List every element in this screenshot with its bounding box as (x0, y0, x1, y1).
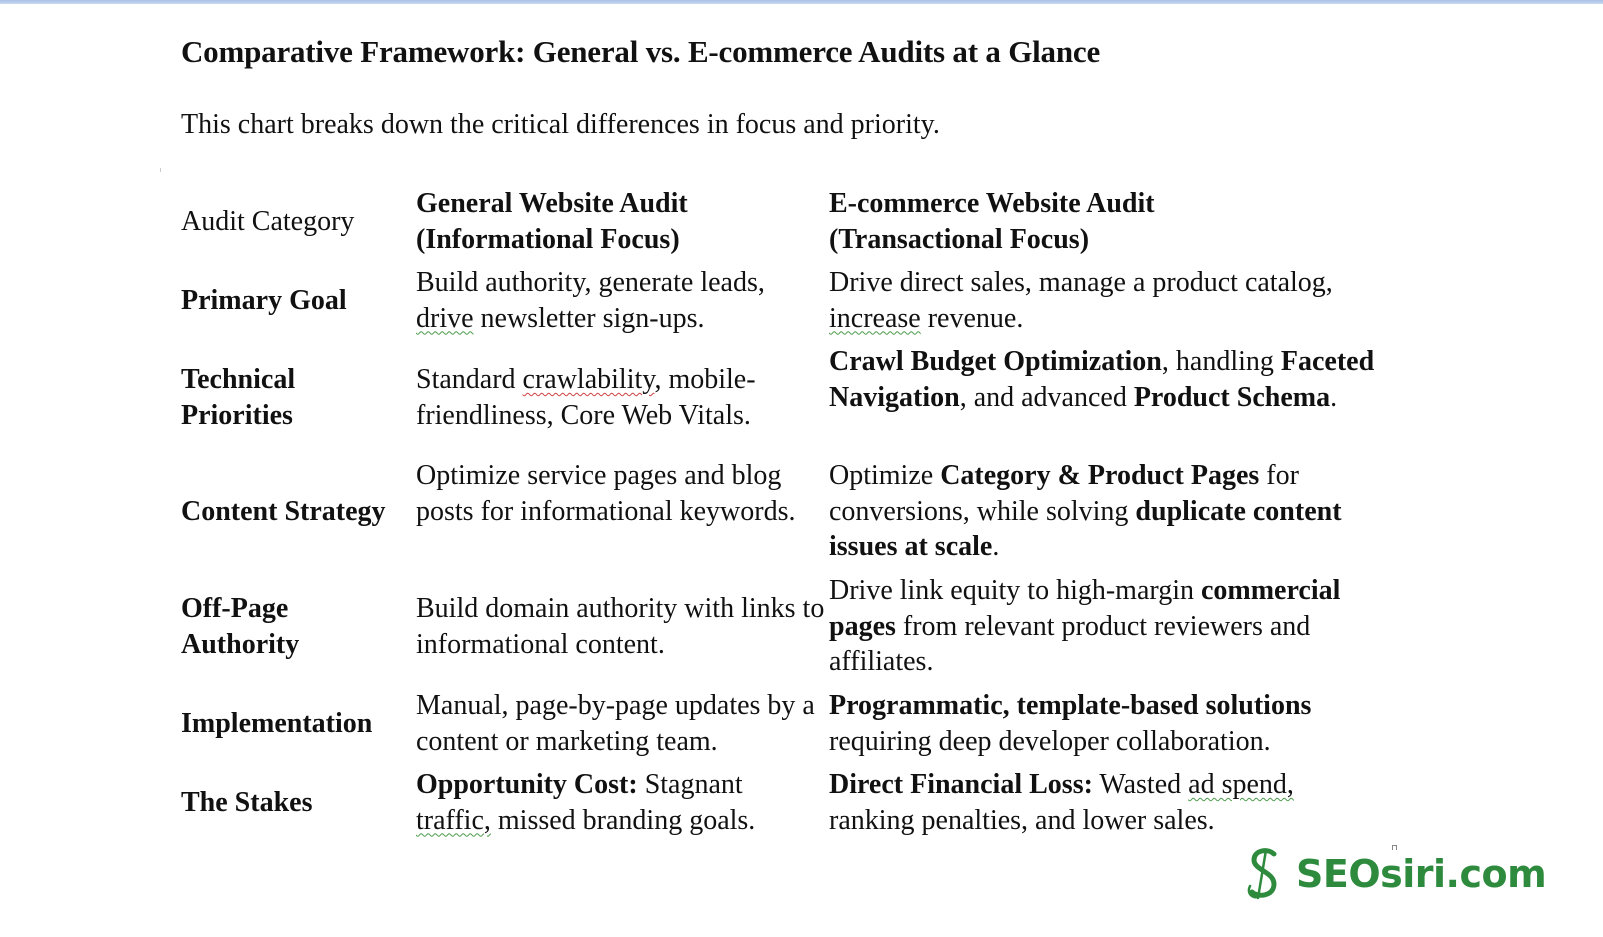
cell-general-implementation: Manual, page-by-page updates by a content or marketing team. (416, 690, 815, 757)
row-label-the-stakes: The Stakes (181, 787, 313, 818)
seosiri-logo-text: SEOsiri.com (1296, 852, 1547, 896)
label-line: Off-Page (181, 593, 289, 624)
cell-general-technical-priorities (416, 362, 828, 433)
seosiri-s-icon (1244, 846, 1284, 902)
bold-text: Category & Product Pages (940, 460, 1260, 491)
text: Drive direct sales, manage a product catalog, (829, 267, 1333, 298)
window-top-border (0, 0, 1603, 4)
spellcheck-word: ad spend, (1188, 769, 1294, 800)
header-audit-category: Audit Category (181, 206, 355, 237)
text: revenue. (920, 302, 1024, 334)
bold-text: Product Schema (1133, 381, 1331, 413)
text: Build authority, generate leads, (416, 267, 765, 298)
cell-ecommerce-primary-goal (829, 265, 1409, 336)
cell-ecommerce-technical-priorities (829, 344, 1409, 415)
spellcheck-word: drive (416, 302, 474, 334)
text: Wasted (1092, 769, 1189, 800)
bold-text: Crawl Budget Optimization (829, 346, 1162, 377)
cell-general-content-strategy: Optimize service pages and blog posts for informational keywords. (416, 460, 796, 527)
header-ecommerce-audit (829, 186, 1409, 257)
cell-ecommerce-the-stakes (829, 767, 1409, 838)
label-line: Authority (181, 628, 300, 660)
text: Optimize (829, 460, 941, 491)
stray-mark (160, 168, 161, 172)
text: newsletter sign-ups. (473, 302, 705, 334)
text: , handling (1161, 346, 1281, 377)
bold-text: Direct Financial Loss: (829, 769, 1093, 800)
bold-text: duplicate content issues at scale (829, 495, 1342, 562)
bold-text: Faceted Navigation (829, 346, 1375, 413)
text: for conversions, while solving (829, 460, 1299, 527)
bold-text: Opportunity Cost: (416, 769, 638, 800)
label-line: Priorities (181, 399, 293, 431)
page-title: Comparative Framework: General vs. E-commerce Audits at a Glance (181, 34, 1101, 69)
label-line: Technical (181, 364, 296, 395)
header-general-subtitle: (Informational Focus) (416, 223, 680, 255)
cell-ecommerce-off-page-authority (829, 573, 1409, 680)
text: requiring deep developer collaboration. (829, 725, 1271, 757)
cell-general-off-page-authority: Build domain authority with links to informational content. (416, 593, 825, 660)
row-label-content-strategy: Content Strategy (181, 496, 386, 527)
text: from relevant product reviewers and affiliates. (829, 610, 1311, 677)
intro-paragraph: This chart breaks down the critical differences in focus and priority. (181, 109, 940, 140)
cell-general-primary-goal (416, 265, 828, 336)
cell-ecommerce-content-strategy (829, 458, 1409, 565)
text: , and advanced (959, 381, 1134, 413)
bold-text: Programmatic, template-based solutions (829, 690, 1312, 721)
cell-general-the-stakes (416, 767, 828, 838)
spellcheck-word: increase (829, 302, 921, 334)
cell-ecommerce-implementation (829, 688, 1409, 759)
text: missed branding goals. (490, 804, 756, 836)
text: . (1330, 381, 1338, 413)
row-label-implementation: Implementation (181, 708, 373, 739)
row-label-primary-goal: Primary Goal (181, 285, 347, 316)
text: Standard (416, 364, 523, 395)
text: Stagnant (637, 769, 743, 800)
row-label-technical-priorities (181, 362, 413, 433)
spellcheck-word: crawlability (522, 364, 655, 395)
text: . (992, 531, 1000, 562)
text: , mobile-friendliness, Core Web Vitals. (416, 364, 756, 431)
header-ecommerce-subtitle: (Transactional Focus) (829, 223, 1090, 255)
spellcheck-word: traffic, (416, 804, 491, 836)
header-general-title: General Website Audit (416, 188, 688, 219)
bold-text: commercial pages (829, 575, 1341, 642)
header-general-audit (416, 186, 828, 257)
header-ecommerce-title: E-commerce Website Audit (829, 188, 1155, 219)
text: Drive link equity to high-margin (829, 575, 1201, 606)
seosiri-logo (1244, 846, 1546, 902)
text: ranking penalties, and lower sales. (829, 804, 1215, 836)
row-label-off-page-authority (181, 591, 413, 662)
